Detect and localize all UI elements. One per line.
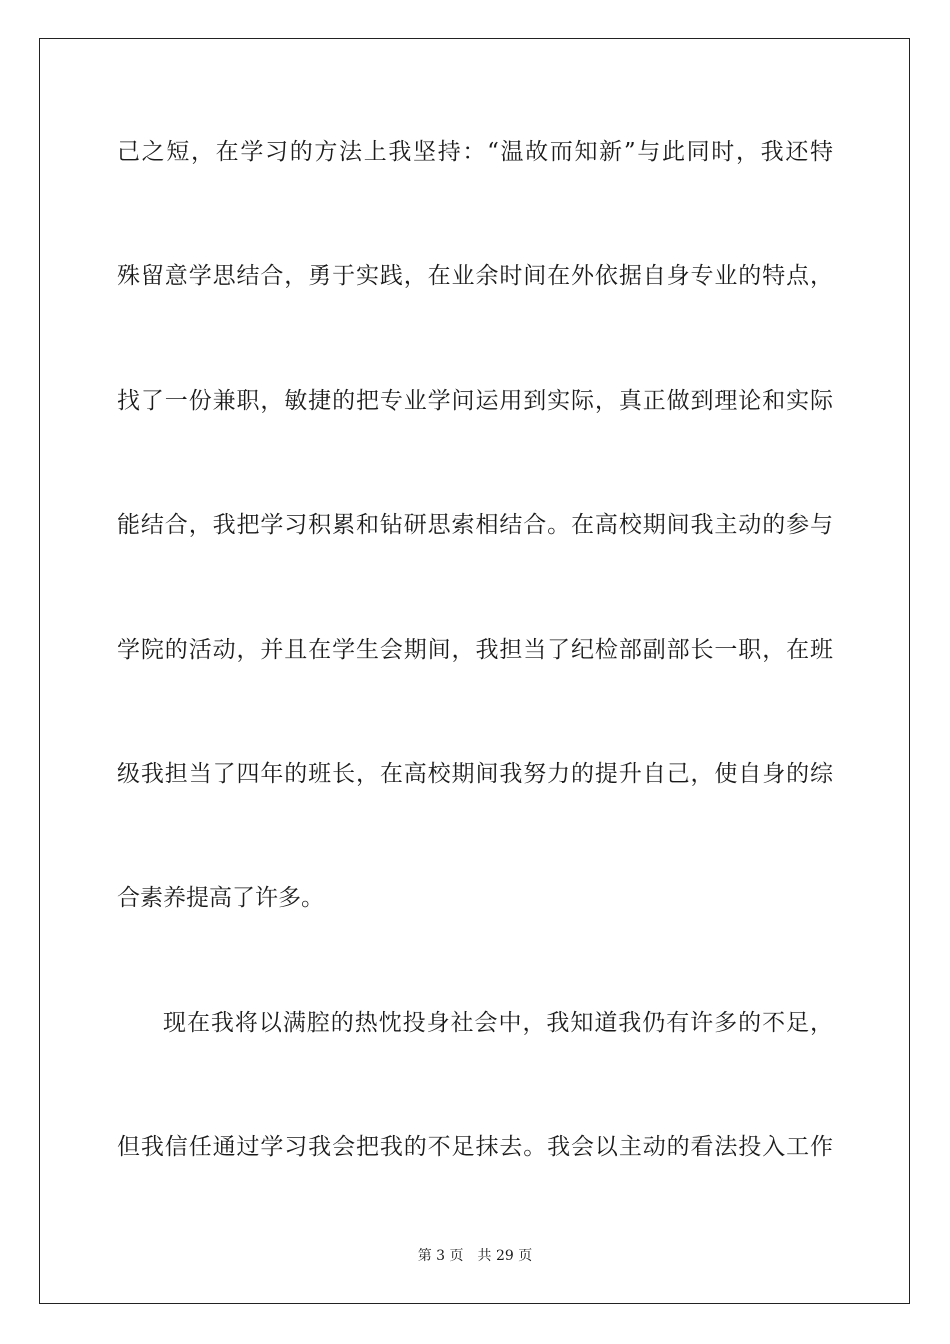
- page-number: 第 3 页: [417, 1248, 464, 1264]
- body-line-4: 能结合，我把学习积累和钻研思索相结合。在高校期间我主动的参与: [117, 512, 833, 538]
- body-line-2: 殊留意学思结合，勇于实践，在业余时间在外依据自身专业的特点，: [117, 263, 833, 289]
- page-frame: [39, 38, 910, 1304]
- body-line-1: 己之短，在学习的方法上我坚持：“温故而知新”与此同时，我还特: [117, 139, 833, 165]
- total-pages: 共 29 页: [477, 1248, 533, 1264]
- body-line-9: 但我信任通过学习我会把我的不足抹去。我会以主动的看法投入工作: [117, 1134, 833, 1160]
- page-footer: [0, 1247, 950, 1265]
- body-line-8: 现在我将以满腔的热忱投身社会中，我知道我仍有许多的不足，: [163, 1010, 833, 1036]
- body-line-3: 找了一份兼职，敏捷的把专业学问运用到实际，真正做到理论和实际: [117, 388, 833, 414]
- body-line-7: 合素养提高了许多。: [117, 885, 324, 911]
- body-line-5: 学院的活动，并且在学生会期间，我担当了纪检部副部长一职，在班: [117, 637, 833, 663]
- body-line-6: 级我担当了四年的班长，在高校期间我努力的提升自己，使自身的综: [117, 761, 833, 787]
